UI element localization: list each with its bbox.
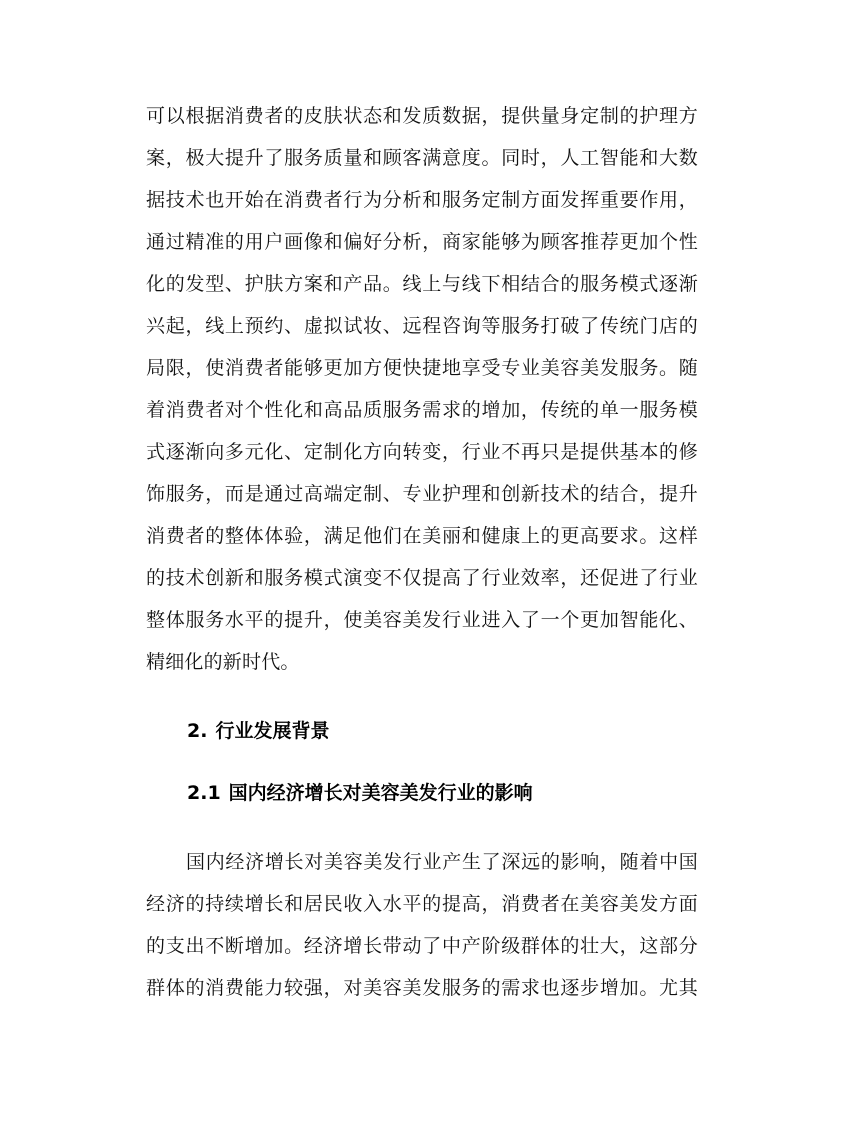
paragraph-line: 式逐渐向多元化、定制化方向转变，行业不再只是提供基本的修 [146, 441, 698, 463]
paragraph-line: 精细化的新时代。 [146, 651, 300, 673]
section-title: 行业发展背景 [215, 720, 330, 742]
section-heading [187, 719, 329, 743]
paragraph-line: 化的发型、护肤方案和产品。线上与线下相结合的服务模式逐渐 [146, 273, 698, 295]
paragraph-line: 饰服务，而是通过高端定制、专业护理和创新技术的结合，提升 [146, 483, 698, 505]
paragraph-line: 着消费者对个性化和高品质服务需求的增加，传统的单一服务模 [146, 399, 698, 421]
paragraph-line: 兴起，线上预约、虚拟试妆、远程咨询等服务打破了传统门店的 [146, 315, 698, 337]
paragraph-line: 的技术创新和服务模式演变不仅提高了行业效率，还促进了行业 [146, 567, 698, 589]
paragraph-line: 整体服务水平的提升，使美容美发行业进入了一个更加智能化、 [146, 609, 698, 631]
subsection-heading [187, 781, 533, 805]
paragraph-line: 局限，使消费者能够更加方便快捷地享受专业美容美发服务。随 [146, 357, 698, 379]
paragraph-line: 国内经济增长对美容美发行业产生了深远的影响，随着中国 [186, 851, 698, 873]
paragraph-line: 的支出不断增加。经济增长带动了中产阶级群体的壮大，这部分 [146, 935, 698, 957]
paragraph-line: 群体的消费能力较强，对美容美发服务的需求也逐步增加。尤其 [146, 977, 698, 999]
paragraph-line: 可以根据消费者的皮肤状态和发质数据，提供量身定制的护理方 [146, 105, 698, 127]
paragraph-line: 经济的持续增长和居民收入水平的提高，消费者在美容美发方面 [146, 893, 698, 915]
paragraph-line: 据技术也开始在消费者行为分析和服务定制方面发挥重要作用， [146, 189, 698, 211]
subsection-number: 2.1 [187, 782, 221, 804]
paragraph-line: 消费者的整体体验，满足他们在美丽和健康上的更高要求。这样 [146, 525, 698, 547]
subsection-title: 国内经济增长对美容美发行业的影响 [228, 782, 533, 804]
paragraph-line: 通过精准的用户画像和偏好分析，商家能够为顾客推荐更加个性 [146, 231, 698, 253]
paragraph-line: 案，极大提升了服务质量和顾客满意度。同时，人工智能和大数 [146, 147, 698, 169]
section-number: 2. [187, 720, 208, 742]
